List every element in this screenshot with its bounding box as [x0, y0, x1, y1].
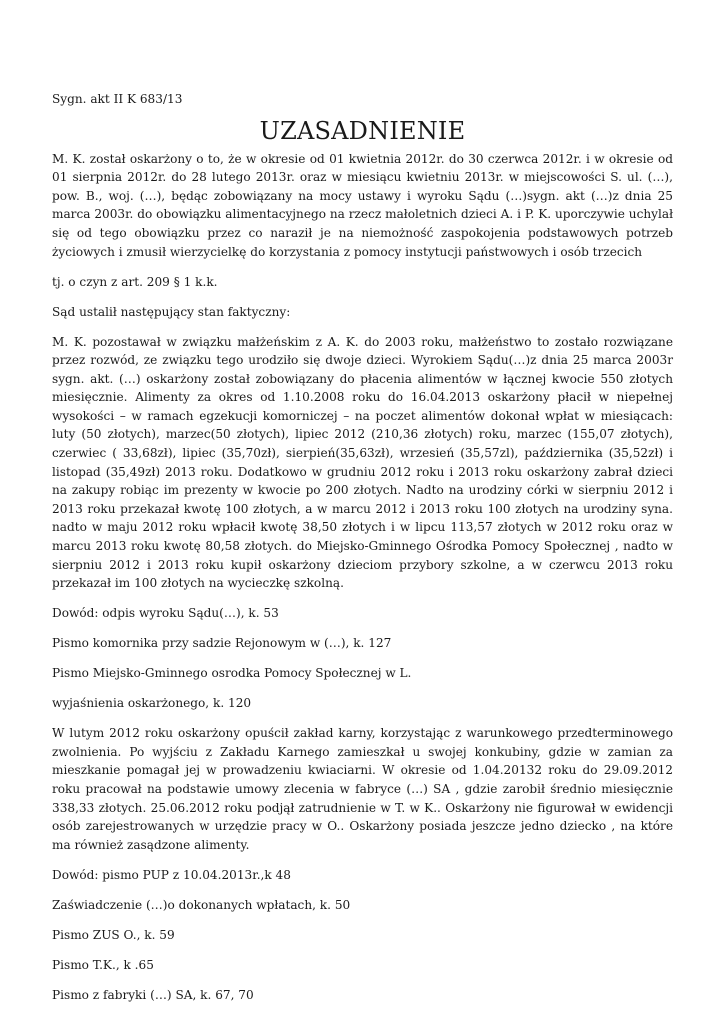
charge-paragraph: M. K. został oskarżony o to, że w okresie od 01 kwietnia 2012r. do 30 czerwca 2012r. i w okresie od 01 sierpnia 2012r. do 28 lutego 2013r. oraz w miesiącu kwietniu 2013r. w miejscowości S. ul. (…), pow. B., woj. (…), będąc zobowiązany na mocy ustawy i wyroku Sądu (…)sygn. akt (…)z dnia 25 marca 2003r. do obowiązku alimentacyjnego na rzecz małoletnich dzieci A. i P. K. uporczywie uchylał się od tego obowiązku przez co naraził je na niemożność zaspokojenia podstawowych potrzeb życiowych i zmusił wierzycielkę do korzystania z pomocy instytucji państwowych i osób trzecich: [52, 151, 673, 259]
case-signature: Sygn. akt II K 683/13: [52, 92, 183, 106]
evidence-item: Dowód: odpis wyroku Sądu(…), k. 53: [52, 606, 279, 621]
evidence-item: Pismo z fabryki (…) SA, k. 67, 70: [52, 987, 254, 1002]
evidence-item: Pismo ZUS O., k. 59: [52, 927, 175, 942]
evidence-item: Pismo T.K., k .65: [52, 957, 154, 972]
evidence-item: Dowód: pismo PUP z 10.04.2013r.,k 48: [52, 867, 291, 882]
employment-paragraph: W lutym 2012 roku oskarżony opuścił zakład karny, korzystając z warunkowego przedterminowego zwolnienia. Po wyjściu z Zakładu Karnego zamieszkał u swojej konkubiny, gdzie w zamian za mieszkanie pomagał jej w prowadzeniu kwiaciarni. W okresie od 1.04.20132 roku do 29.09.2012 roku pracował na podstawie umowy zlecenia w fabryce (…) SA , gdzie zarobił średnio miesięcznie 338,33 złotych. 25.06.2012 roku podjął zatrudnienie w T. w K.. Oskarżony nie figurował w ewidencji osób zarejestrowanych w urzędzie pracy w O.. Oskarżony posiada jeszcze jedno dziecko , na które ma również zasądzone alimenty.: [52, 726, 673, 852]
document-body: [52, 90, 673, 1016]
evidence-item: Pismo komornika przy sadzie Rejonowym w (…), k. 127: [52, 636, 392, 651]
evidence-item: Pismo Miejsko-Gminnego osrodka Pomocy Społecznej w L.: [52, 666, 412, 681]
evidence-item: Zaświadczenie (…)o dokonanych wpłatach, k. 50: [52, 897, 351, 912]
facts-heading: Sąd ustalił następujący stan faktyczny:: [52, 304, 291, 319]
facts-paragraph: M. K. pozostawał w związku małżeńskim z A. K. do 2003 roku, małżeństwo to zostało rozwiązane przez rozwód, ze związku tego urodziło się dwoje dzieci. Wyrokiem Sądu(…)z dnia 25 marca 2003r sygn. akt. (…) oskarżony został zobowiązany do płacenia alimentów w łącznej kwocie 550 złotych miesięcznie. Alimenty za okres od 1.10.2008 roku do 16.04.2013 oskarżony płacił w niepełnej wysokości – w ramach egzekucji komorniczej – na poczet alimentów dokonał wpłat w miesiącach: luty (50 złotych), marzec(50 złotych), lipiec 2012 (210,36 złotych) roku, marzec (155,07 złotych), czerwiec ( 33,68zł), lipiec (35,70zł), sierpień(35,63zł), wrzesień (35,57zl), października (35,52zł) i listopad (35,49zł) 2013 roku. Dodatkowo w grudniu 2012 roku i 2013 roku oskarżony zabrał dzieci na zakupy robiąc im prezenty w kwocie po 200 złotych. Nadto na urodziny córki w sierpniu 2012 i 2013 roku przekazał kwotę 100 złotych, a w marcu 2012 i 2013 roku 100 złotych na urodziny syna. nadto w maju 2012 roku wpłacił kwotę 38,50 złotych i w lipcu 113,57 złotych w 2012 roku oraz w marcu 2013 roku kwotę 80,58 złotych. do Miejsko-Gminnego Ośrodka Pomocy Społecznej , nadto w sierpniu 2012 i 2013 roku kupił oskarżony dzieciom przybory szkolne, a w czerwcu 2013 roku przekazał im 100 złotych na wycieczkę szkolną.: [52, 334, 673, 591]
evidence-item: wyjaśnienia oskarżonego, k. 120: [52, 696, 252, 711]
document-title: UZASADNIENIE: [259, 116, 466, 145]
legal-basis: tj. o czyn z art. 209 § 1 k.k.: [52, 274, 218, 289]
